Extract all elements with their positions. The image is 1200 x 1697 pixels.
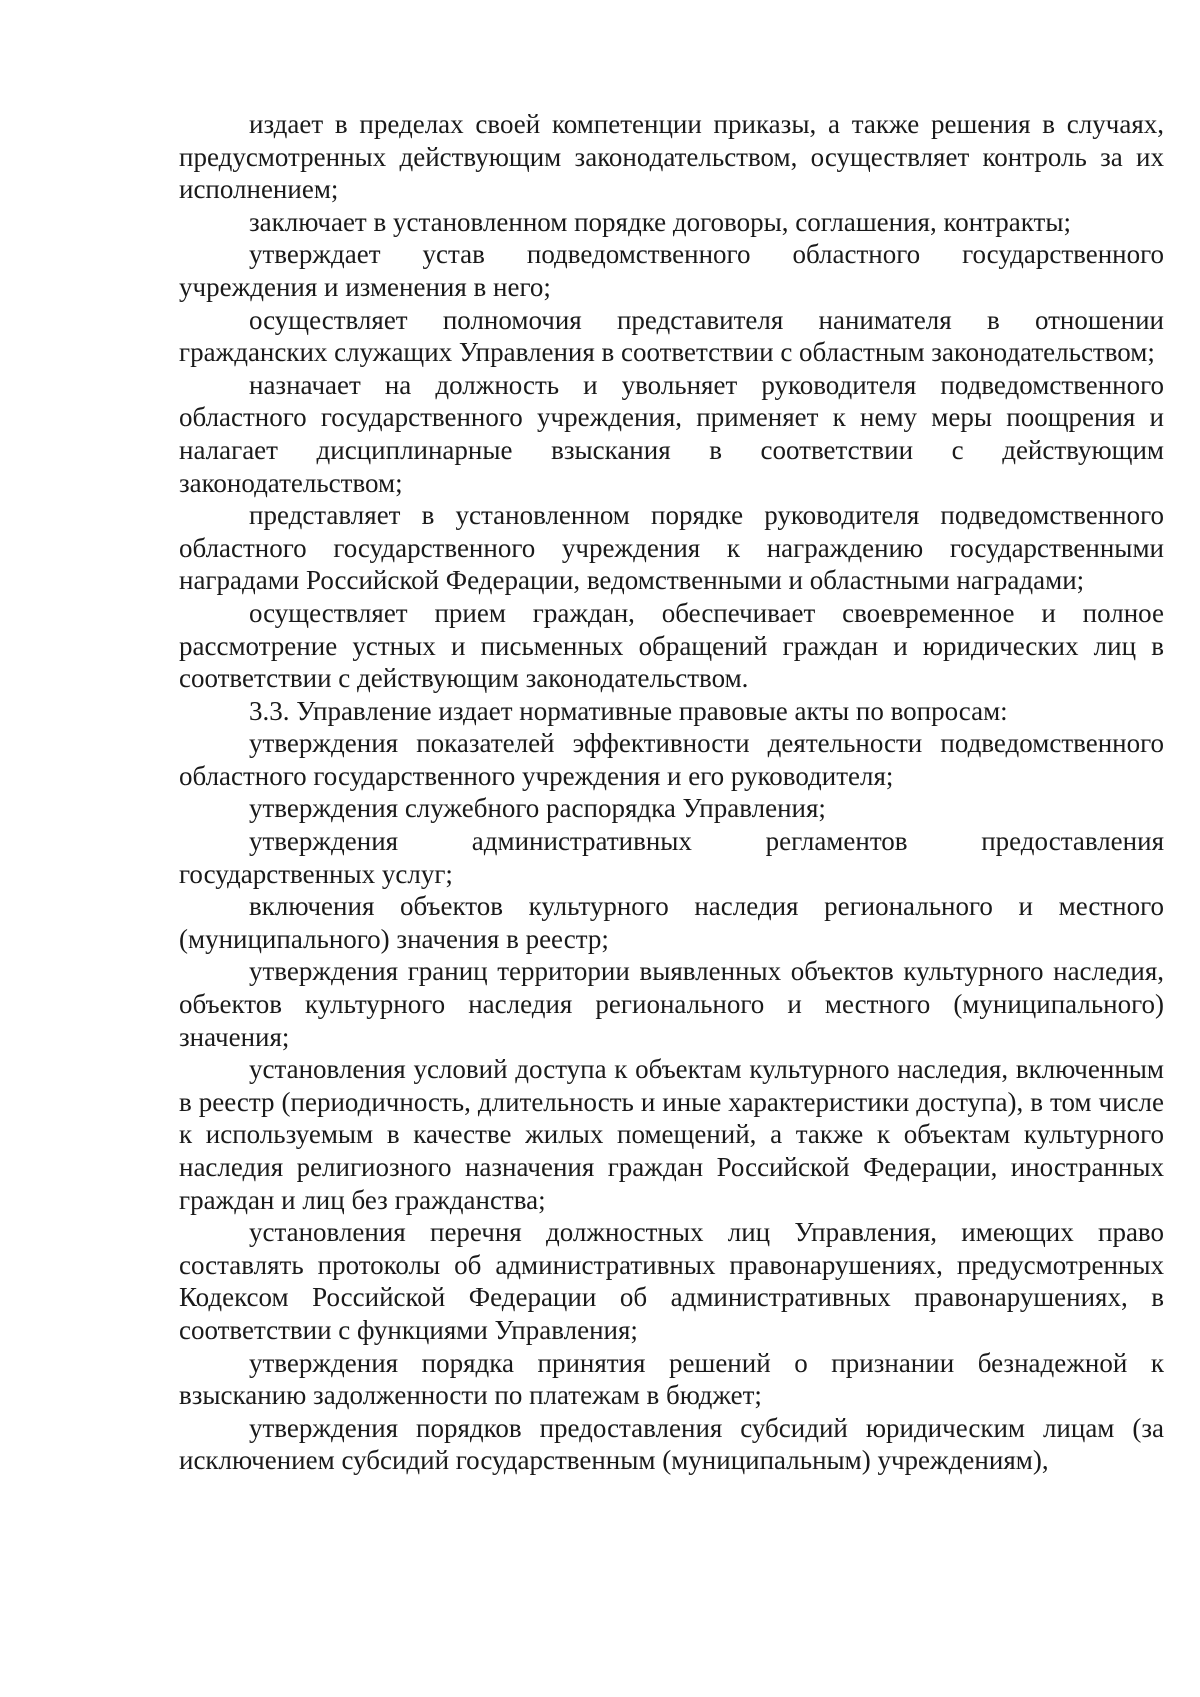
paragraph-appoints-head: назначает на должность и увольняет руководителя подведомственного областного государственного учреждения, применяет к нему меры поощрения и налагает дисциплинарные взыскания в соответствии с действующим законодательством; xyxy=(179,369,1164,498)
paragraph-subsidies: утверждения порядков предоставления субсидий юридическим лицам (за исключением субсидий государственным (муниципальным) учреждениям), xyxy=(179,1412,1164,1476)
paragraph-approves-charter: утверждает устав подведомственного областного государственного учреждения и изменения в него; xyxy=(179,239,1164,302)
paragraph-concludes-contracts: заключает в установленном порядке договоры, соглашения, контракты; xyxy=(249,206,1071,237)
paragraph-awards: представляет в установленном порядке руководителя подведомственного областного государственного учреждения к награждению государственными наградами Российской Федерации, ведомственными и областными наградами; xyxy=(179,500,1164,596)
paragraph-heritage-registry: включения объектов культурного наследия регионального и местного (муниципального) значения в реестр; xyxy=(179,891,1164,954)
paragraph-territory-boundaries: утверждения границ территории выявленных объектов культурного наследия, объектов культурного наследия регионального и местного (муниципального) значения; xyxy=(179,956,1164,1052)
paragraph-issues-orders: издает в пределах своей компетенции приказы, а также решения в случаях, предусмотренных действующим законодательством, осуществляет контроль за их исполнением; xyxy=(179,109,1164,205)
document-body xyxy=(179,108,1164,1477)
section-heading-3-3: 3.3. Управление издает нормативные правовые акты по вопросам: xyxy=(249,695,1008,726)
paragraph-citizen-reception: осуществляет прием граждан, обеспечивает своевременное и полное рассмотрение устных и письменных обращений граждан и юридических лиц в соответствии с действующим законодательством. xyxy=(179,597,1164,694)
paragraph-access-conditions: установления условий доступа к объектам культурного наследия, включенным в реестр (периодичность, длительность и иные характеристики доступа), в том числе к используемым в качестве жилых помещений, а также к объектам культурного наследия религиозного назначения граждан Российской Федерации, иностранных граждан и лиц без гражданства; xyxy=(179,1054,1164,1215)
paragraph-service-schedule: утверждения служебного распорядка Управления; xyxy=(249,793,826,824)
paragraph-bad-debt: утверждения порядка принятия решений о признании безнадежной к взысканию задолженности по платежам в бюджет; xyxy=(179,1347,1164,1411)
paragraph-employer-powers: осуществляет полномочия представителя нанимателя в отношении гражданских служащих Управления в соответствии с областным законодательством; xyxy=(179,304,1164,368)
paragraph-admin-regulations: утверждения административных регламентов предоставления государственных услуг; xyxy=(179,826,1164,889)
paragraph-performance-indicators: утверждения показателей эффективности деятельности подведомственного областного государственного учреждения и его руководителя; xyxy=(179,728,1164,791)
paragraph-officials-list: установления перечня должностных лиц Управления, имеющих право составлять протоколы об административных правонарушениях, предусмотренных Кодексом Российской Федерации об административных правонарушениях, в соответствии с функциями Управления; xyxy=(179,1217,1164,1345)
